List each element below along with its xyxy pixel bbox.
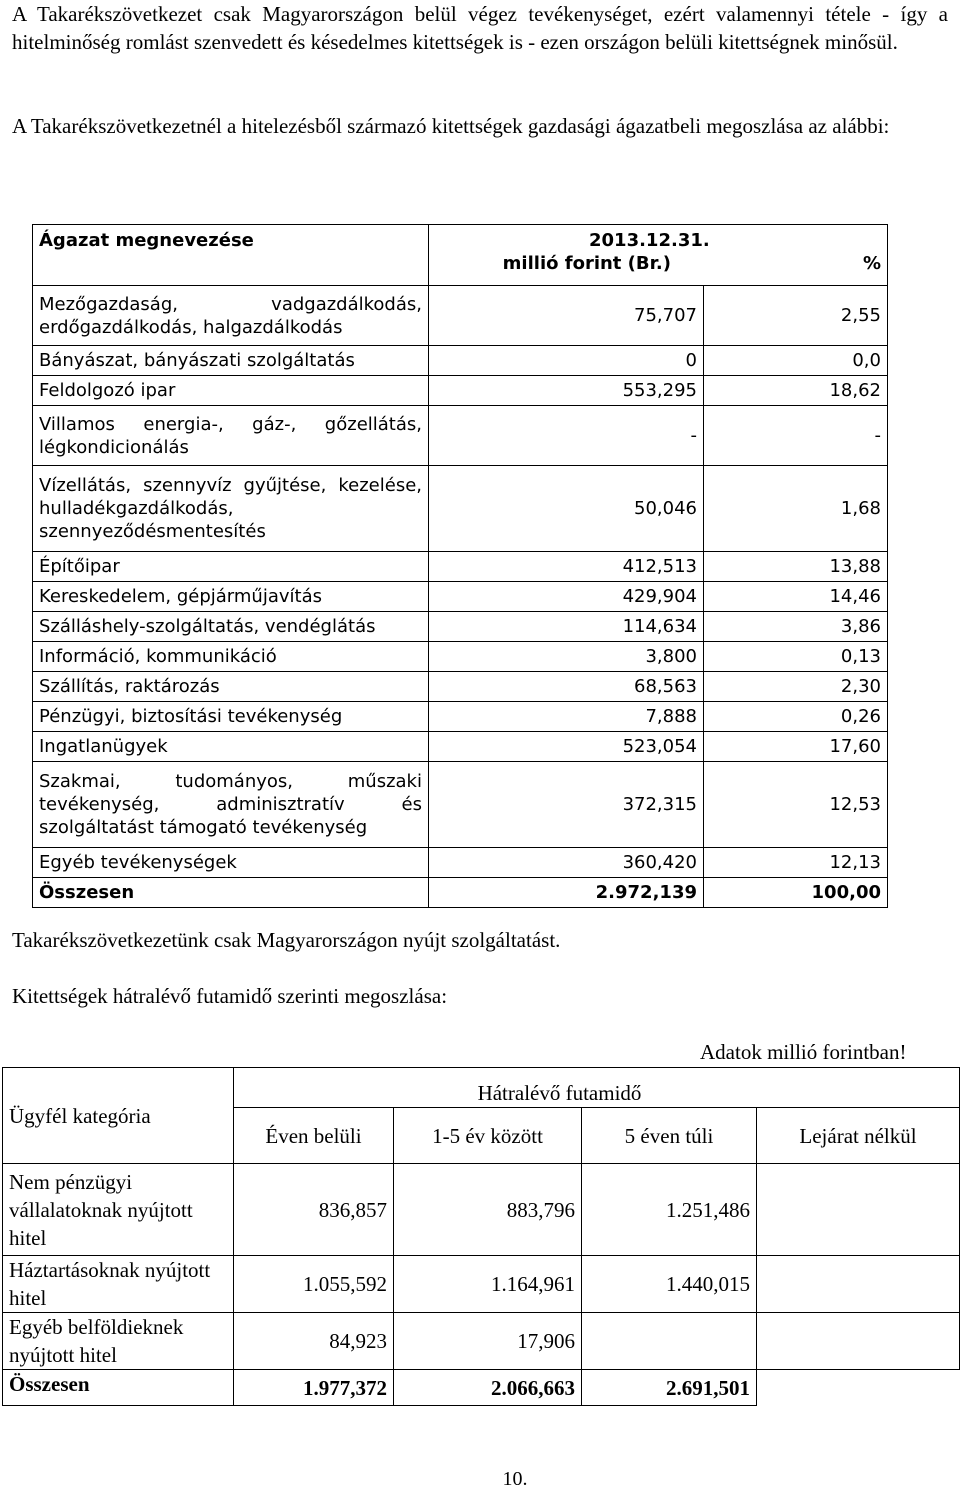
header-no-maturity: Lejárat nélkül <box>757 1108 960 1164</box>
sector-value: 50,046 <box>429 466 704 552</box>
value-over-5-years <box>582 1313 757 1370</box>
table-row <box>33 582 888 612</box>
sector-percent: 17,60 <box>704 732 888 762</box>
sector-name: Kereskedelem, gépjárműjavítás <box>33 582 429 612</box>
table-row <box>33 732 888 762</box>
sector-name: Feldolgozó ipar <box>33 376 429 406</box>
table-row <box>3 1256 960 1313</box>
sector-percent: 13,88 <box>704 552 888 582</box>
sector-percent: 18,62 <box>704 376 888 406</box>
sector-name: Vízellátás, szennyvíz gyűjtése, kezelése, hulladékgazdálkodás, szennyeződésmentesítés <box>33 466 429 552</box>
value-1-5-years: 17,906 <box>394 1313 582 1370</box>
sector-name: Információ, kommunikáció <box>33 642 429 672</box>
sector-value: 0 <box>429 346 704 376</box>
table-header-row <box>3 1068 960 1108</box>
table-row <box>3 1164 960 1256</box>
sector-name: Szálláshely-szolgáltatás, vendéglátás <box>33 612 429 642</box>
table-header-row <box>33 225 888 286</box>
total-no-maturity <box>757 1370 960 1406</box>
sector-name: Villamos energia-, gáz-, gőzellátás, légkondicionálás <box>33 406 429 466</box>
sector-percent: 0,26 <box>704 702 888 732</box>
sector-percent: 0,13 <box>704 642 888 672</box>
total-1-5-years: 2.066,663 <box>394 1370 582 1406</box>
sector-exposure-table <box>32 224 888 908</box>
sector-value: 114,634 <box>429 612 704 642</box>
sector-name: Pénzügyi, biztosítási tevékenység <box>33 702 429 732</box>
table-row <box>33 672 888 702</box>
sector-percent: 3,86 <box>704 612 888 642</box>
sector-value: 372,315 <box>429 762 704 848</box>
sector-value: 360,420 <box>429 848 704 878</box>
header-within-year: Éven belüli <box>234 1108 394 1164</box>
sector-name: Szakmai, tudományos, műszaki tevékenység, adminisztratív és szolgáltatást támogató tevékenység <box>33 762 429 848</box>
table-total-row <box>33 878 888 908</box>
total-within-year: 1.977,372 <box>234 1370 394 1406</box>
total-label: Összesen <box>3 1370 234 1406</box>
header-client-category: Ügyfél kategória <box>3 1068 234 1164</box>
table-row <box>33 762 888 848</box>
value-1-5-years: 1.164,961 <box>394 1256 582 1313</box>
country-paragraph: Takarékszövetkezetünk csak Magyarországon nyújt szolgáltatást. <box>12 928 561 952</box>
total-over-5-years: 2.691,501 <box>582 1370 757 1406</box>
sector-percent: 1,68 <box>704 466 888 552</box>
header-over-5-years: 5 éven túli <box>582 1108 757 1164</box>
sector-name: Szállítás, raktározás <box>33 672 429 702</box>
sector-percent: 14,46 <box>704 582 888 612</box>
table-total-row <box>3 1370 960 1406</box>
total-percent: 100,00 <box>704 878 888 908</box>
table-row <box>33 612 888 642</box>
header-remaining-maturity: Hátralévő futamidő <box>234 1068 960 1108</box>
table-row <box>33 376 888 406</box>
table-row <box>33 552 888 582</box>
value-within-year: 84,923 <box>234 1313 394 1370</box>
header-sector-name: Ágazat megnevezése <box>33 225 429 286</box>
header-unit: millió forint (Br.) <box>502 253 671 274</box>
sector-value: 3,800 <box>429 642 704 672</box>
table-row <box>33 346 888 376</box>
sector-value: 523,054 <box>429 732 704 762</box>
total-value: 2.972,139 <box>429 878 704 908</box>
client-category: Nem pénzügyi vállalatoknak nyújtott hitel <box>3 1164 234 1256</box>
maturity-table <box>2 1067 960 1406</box>
client-category: Háztartásoknak nyújtott hitel <box>3 1256 234 1313</box>
sector-percent: - <box>704 406 888 466</box>
table-row <box>33 702 888 732</box>
sector-percent: 0,0 <box>704 346 888 376</box>
client-category: Egyéb belföldieknek nyújtott hitel <box>3 1313 234 1370</box>
value-within-year: 836,857 <box>234 1164 394 1256</box>
table-row <box>33 286 888 346</box>
value-over-5-years: 1.440,015 <box>582 1256 757 1313</box>
header-date-unit <box>429 225 888 286</box>
page-number: 10. <box>502 1468 528 1490</box>
header-percent: % <box>862 253 881 274</box>
sector-name: Bányászat, bányászati szolgáltatás <box>33 346 429 376</box>
maturity-intro-paragraph: Kitettségek hátralévő futamidő szerinti megoszlása: <box>12 984 448 1008</box>
sector-value: 7,888 <box>429 702 704 732</box>
sector-value: 553,295 <box>429 376 704 406</box>
intro-paragraph: A Takarékszövetkezet csak Magyarországon belül végez tevékenységet, ezért valamennyi tétele - így a hitelminőség romlást szenvedett és késedelmes kitettségek is - ezen országon belüli kitettségnek minősül. <box>12 2 948 54</box>
sector-name: Építőipar <box>33 552 429 582</box>
header-date: 2013.12.31. <box>589 230 710 251</box>
value-no-maturity <box>757 1256 960 1313</box>
total-label: Összesen <box>33 878 429 908</box>
sector-value: 68,563 <box>429 672 704 702</box>
header-1-5-years: 1-5 év között <box>394 1108 582 1164</box>
value-no-maturity <box>757 1313 960 1370</box>
sector-name: Egyéb tevékenységek <box>33 848 429 878</box>
table-row <box>33 406 888 466</box>
sector-percent: 12,53 <box>704 762 888 848</box>
table-row <box>33 848 888 878</box>
sector-percent: 2,55 <box>704 286 888 346</box>
sector-value: 412,513 <box>429 552 704 582</box>
unit-note: Adatok millió forintban! <box>700 1040 907 1064</box>
value-no-maturity <box>757 1164 960 1256</box>
sector-value: - <box>429 406 704 466</box>
value-within-year: 1.055,592 <box>234 1256 394 1313</box>
sector-value: 429,904 <box>429 582 704 612</box>
value-over-5-years: 1.251,486 <box>582 1164 757 1256</box>
sector-percent: 12,13 <box>704 848 888 878</box>
table-row <box>33 466 888 552</box>
sector-value: 75,707 <box>429 286 704 346</box>
sector-name: Ingatlanügyek <box>33 732 429 762</box>
sector-name: Mezőgazdaság, vadgazdálkodás, erdőgazdálkodás, halgazdálkodás <box>33 286 429 346</box>
value-1-5-years: 883,796 <box>394 1164 582 1256</box>
sector-intro-paragraph: A Takarékszövetkezetnél a hitelezésből származó kitettségek gazdasági ágazatbeli megoszlása az alábbi: <box>12 114 890 138</box>
table-row <box>3 1313 960 1370</box>
table-row <box>33 642 888 672</box>
sector-percent: 2,30 <box>704 672 888 702</box>
